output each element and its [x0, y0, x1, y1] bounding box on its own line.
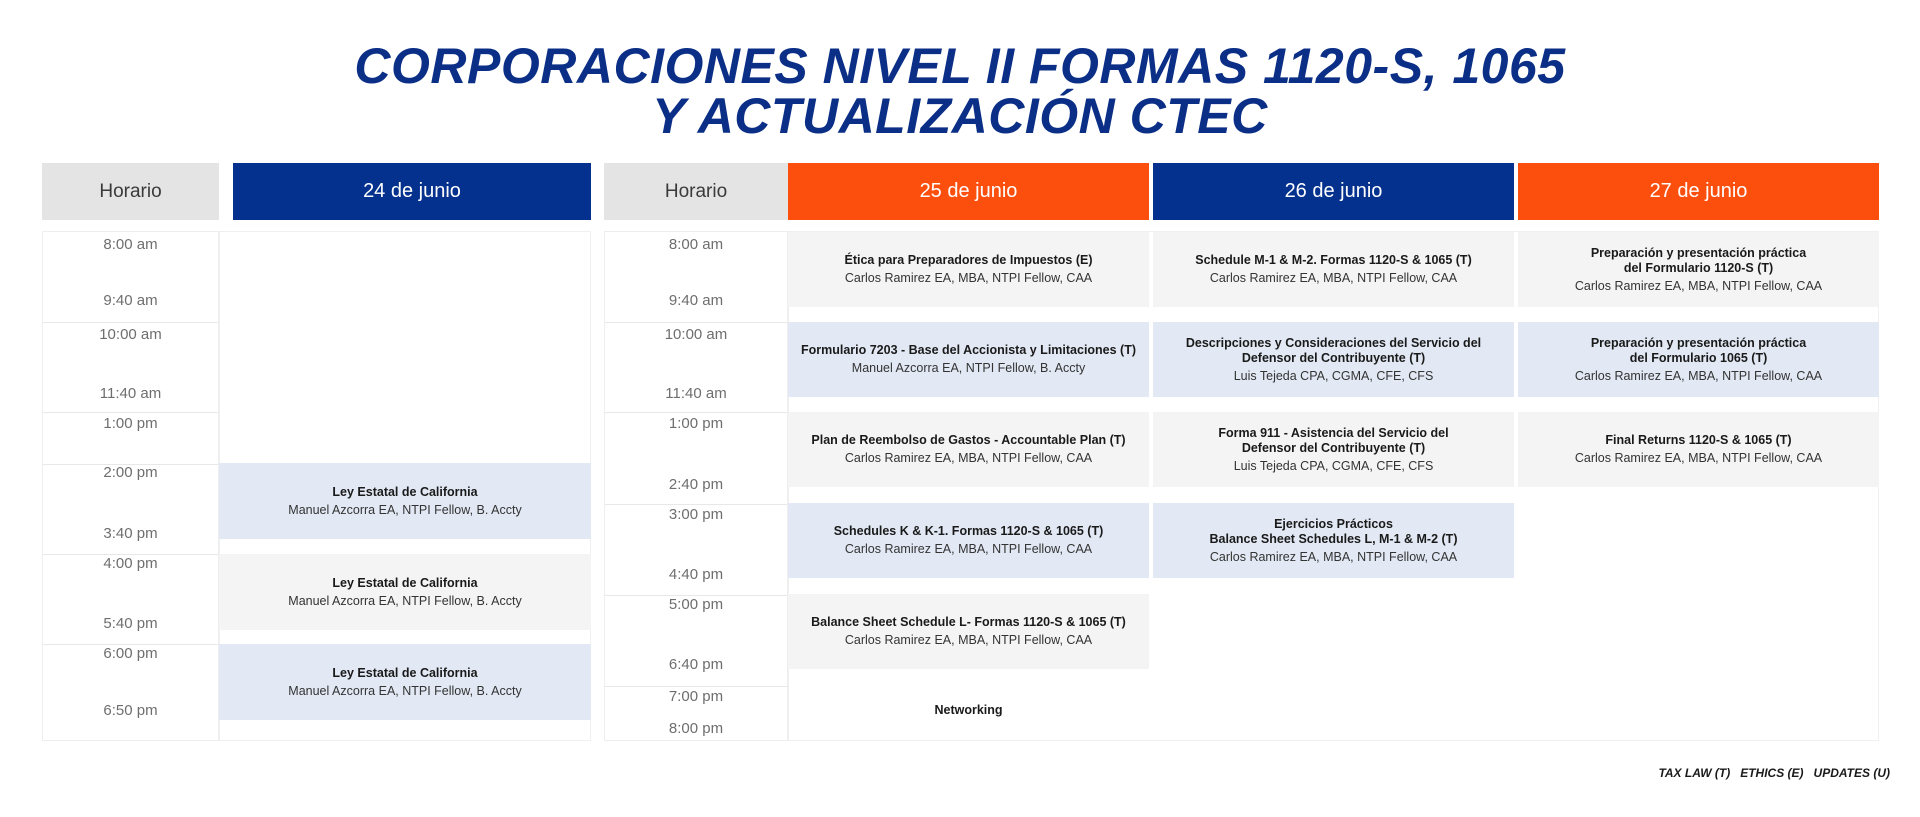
time-label: 2:00 pm [103, 464, 158, 481]
time-label: 8:00 am [668, 236, 724, 253]
session-block [1518, 322, 1879, 397]
session-block [788, 232, 1149, 307]
time-label: 1:00 pm [103, 415, 158, 432]
session-title: Networking [934, 702, 1003, 717]
time-label: 6:40 pm [668, 656, 724, 673]
session-title-line-2: Defensor del Contribuyente (T) [1241, 440, 1426, 455]
header-horario-a: Horario [42, 163, 219, 220]
time-label: 5:00 pm [668, 596, 724, 613]
session-block [1153, 322, 1514, 397]
session-title: Schedule M-1 & M-2. Formas 1120-S & 1065 (T) [1195, 253, 1472, 267]
time-label: 4:00 pm [103, 555, 158, 572]
time-label: 11:40 am [99, 385, 162, 402]
legend-tax-law: TAX LAW (T) [1658, 766, 1731, 780]
time-label: 3:00 pm [668, 506, 724, 523]
session-block [1518, 412, 1879, 487]
session-speaker: Manuel Azcorra EA, NTPI Fellow, B. Accty [288, 593, 522, 608]
time-label: 4:40 pm [668, 566, 724, 583]
time-label: 7:00 pm [668, 688, 724, 705]
session-speaker: Manuel Azcorra EA, NTPI Fellow, B. Accty [288, 683, 522, 698]
session-block [219, 554, 591, 630]
session-block [788, 322, 1149, 397]
time-label: 8:00 am [103, 236, 158, 253]
session-title: Ejercicios Prácticos [1274, 516, 1393, 531]
header-horario-b: Horario [604, 163, 788, 220]
session-title-line-2: Balance Sheet Schedules L, M-1 & M-2 (T) [1209, 531, 1458, 546]
session-title-line-2: Defensor del Contribuyente (T) [1241, 350, 1426, 365]
time-label: 10:00 am [99, 326, 162, 343]
session-speaker: Manuel Azcorra EA, NTPI Fellow, B. Accty [851, 361, 1086, 375]
session-speaker: Carlos Ramirez EA, MBA, NTPI Fellow, CAA [1209, 549, 1458, 564]
session-block [1153, 412, 1514, 487]
session-speaker: Carlos Ramirez EA, MBA, NTPI Fellow, CAA [1574, 368, 1823, 383]
session-title: Balance Sheet Schedule L- Formas 1120-S & 1065 (T) [811, 615, 1126, 629]
time-label: 10:00 am [664, 326, 728, 343]
session-speaker: Carlos Ramirez EA, MBA, NTPI Fellow, CAA [1574, 278, 1823, 293]
session-speaker: Luis Tejeda CPA, CGMA, CFE, CFS [1233, 368, 1434, 383]
header-day-24: 24 de junio [233, 163, 591, 220]
legend-ethics: ETHICS (E) [1740, 766, 1804, 780]
session-speaker: Carlos Ramirez EA, MBA, NTPI Fellow, CAA [844, 451, 1093, 465]
session-title: Descripciones y Consideraciones del Servicio del [1185, 335, 1482, 350]
session-block [1153, 503, 1514, 578]
header-day-27: 27 de junio [1518, 163, 1879, 220]
session-title: Preparación y presentación práctica [1590, 335, 1807, 350]
session-speaker: Luis Tejeda CPA, CGMA, CFE, CFS [1233, 458, 1434, 473]
time-column-a [42, 231, 219, 741]
session-speaker: Carlos Ramirez EA, MBA, NTPI Fellow, CAA [844, 633, 1093, 647]
session-title: Formulario 7203 - Base del Accionista y Limitaciones (T) [800, 343, 1137, 357]
session-speaker: Carlos Ramirez EA, MBA, NTPI Fellow, CAA [844, 271, 1093, 285]
time-label: 6:50 pm [103, 702, 158, 719]
session-speaker: Carlos Ramirez EA, MBA, NTPI Fellow, CAA [844, 542, 1093, 556]
session-block [1518, 232, 1879, 307]
session-title: Schedules K & K-1. Formas 1120-S & 1065 (T) [833, 524, 1104, 538]
time-label: 6:00 pm [103, 645, 158, 662]
session-title: Ética para Preparadores de Impuestos (E) [844, 253, 1093, 267]
session-block [219, 644, 591, 720]
header-day-25: 25 de junio [788, 163, 1149, 220]
time-label: 9:40 am [668, 292, 724, 309]
time-label: 3:40 pm [103, 525, 158, 542]
time-label: 9:40 am [103, 292, 158, 309]
session-block-networking [788, 690, 1149, 730]
session-title-line-2: del Formulario 1120-S (T) [1623, 260, 1774, 275]
time-label: 8:00 pm [668, 720, 724, 737]
session-speaker: Carlos Ramirez EA, MBA, NTPI Fellow, CAA [1209, 271, 1458, 285]
session-title: Final Returns 1120-S & 1065 (T) [1605, 433, 1792, 447]
time-label: 2:40 pm [668, 476, 724, 493]
page-title-line-1: CORPORACIONES NIVEL II FORMAS 1120-S, 1065 [354, 38, 1566, 94]
session-title: Ley Estatal de California [332, 665, 478, 680]
session-speaker: Carlos Ramirez EA, MBA, NTPI Fellow, CAA [1574, 451, 1823, 465]
session-title: Ley Estatal de California [332, 484, 478, 499]
legend-updates: UPDATES (U) [1813, 766, 1890, 780]
session-title-line-2: del Formulario 1065 (T) [1629, 350, 1768, 365]
session-title: Forma 911 - Asistencia del Servicio del [1218, 425, 1449, 440]
legend [1658, 766, 1890, 780]
page-title-line-2: Y ACTUALIZACIÓN CTEC [652, 88, 1268, 144]
session-speaker: Manuel Azcorra EA, NTPI Fellow, B. Accty [288, 502, 522, 517]
session-block [788, 412, 1149, 487]
session-block [219, 463, 591, 539]
session-block [788, 594, 1149, 669]
session-block [1153, 232, 1514, 307]
time-label: 1:00 pm [668, 415, 724, 432]
session-title: Plan de Reembolso de Gastos - Accountable Plan (T) [811, 433, 1126, 447]
time-column-b [604, 231, 788, 741]
session-block [788, 503, 1149, 578]
session-title: Ley Estatal de California [332, 575, 478, 590]
time-label: 11:40 am [665, 385, 727, 402]
header-day-26: 26 de junio [1153, 163, 1514, 220]
session-title: Preparación y presentación práctica [1590, 245, 1807, 260]
time-label: 5:40 pm [103, 615, 158, 632]
